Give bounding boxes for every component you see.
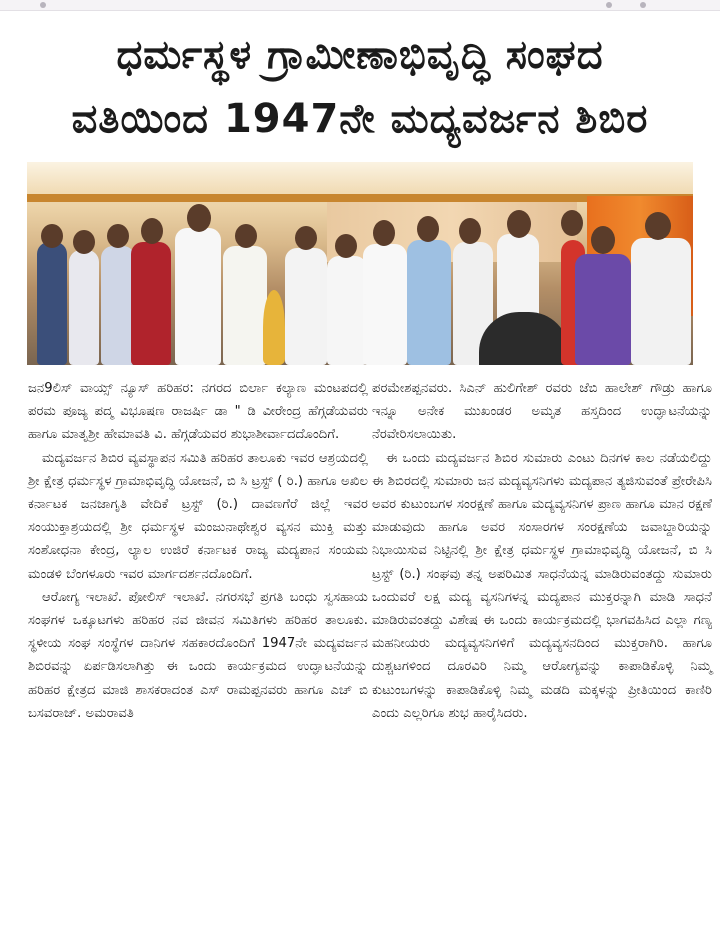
top-toolbar: [0, 0, 720, 11]
article-paragraph: ಮದ್ಯವರ್ಜನ ಶಿಬಿರ ವ್ಯವಸ್ಥಾಪನ ಸಮಿತಿ ಹರಿಹರ ತಾಲೂಕು ಇವರ ಆಶ್ರಯದಲ್ಲಿ ಶ್ರೀ ಕ್ಷೇತ್ರ ಧರ್ಮಸ್ಥಳ ಗ್ರಾಮಾಭಿವೃದ್ಧಿ ಯೋಜನೆ, ಬಿ ಸಿ ಟ್ರಸ್ಟ್ ( ರಿ.) ಹಾಗೂ ಅಖಿಲ ಕರ್ನಾಟಕ ಜನಜಾಗೃತಿ ವೇದಿಕೆ ಟ್ರಸ್ಟ್ (ರಿ.) ದಾವಣಗೆರೆ ಜಿಲ್ಲೆ ಇವರ ಸಂಯುಕ್ತಾಶ್ರಯದಲ್ಲಿ ಶ್ರೀ ಧರ್ಮಸ್ಥಳ ಮಂಜುನಾಥೇಶ್ವರ ವ್ಯಸನ ಮುಕ್ತಿ ಮತ್ತು ಸಂಶೋಧನಾ ಕೇಂದ್ರ, ಲ್ಯಾಲ ಉಜಿರೆ ಕರ್ನಾಟಕ ರಾಜ್ಯ ಮದ್ಯಪಾನ ಸಂಯಮ ಮಂಡಳಿ ಬೆಂಗಳೂರು ಇವರ ಮಾರ್ಗದರ್ಶನದೊಂದಿಗೆ.: [28, 450, 368, 582]
photo-person: [363, 244, 407, 365]
photo-head: [645, 212, 671, 240]
photo-person: [407, 240, 451, 365]
photo-person: [131, 242, 171, 365]
photo-head: [373, 220, 395, 246]
toolbar-dot-icon: [40, 2, 46, 8]
photo-person: [327, 256, 367, 365]
photo-head: [335, 234, 357, 258]
event-photo: [27, 162, 693, 365]
photo-person: [223, 246, 267, 365]
photo-head: [73, 230, 95, 254]
photo-person: [631, 238, 691, 365]
photo-ceiling: [27, 162, 693, 196]
toolbar-dot-icon: [606, 2, 612, 8]
photo-head: [141, 218, 163, 244]
photo-garland: [263, 290, 285, 365]
photo-head: [417, 216, 439, 242]
headline-line-1: ಧರ್ಮಸ್ಥಳ ಗ್ರಾಮೀಣಾಭಿವೃದ್ಧಿ ಸಂಘದ: [116, 32, 604, 78]
photo-person: [175, 228, 221, 365]
photo-head: [561, 210, 583, 236]
photo-head: [591, 226, 615, 254]
article-paragraph: ಜನ9ಲಿಸ್ ವಾಯ್ಸ್ ನ್ಯೂಸ್ ಹರಿಹರ: ನಗರದ ಬಿರ್ಲಾ ಕಲ್ಯಾಣ ಮಂಟಪದಲ್ಲಿ ಪರಮ ಪೂಜ್ಯ ಪದ್ಮ ವಿಭೂಷಣ ರಾಜರ್ಷಿ ಡಾ " ಡಿ ವೀರೇಂದ್ರ ಹೆಗ್ಗಡೆಯವರು ಹಾಗೂ ಮಾತೃಶ್ರೀ ಹೇಮಾವತಿ ವಿ. ಹೆಗ್ಗಡೆಯವರ ಶುಭಾಶೀರ್ವಾದದೊಂದಿಗೆ.: [28, 381, 368, 443]
photo-person: [285, 248, 327, 365]
photo-person: [69, 250, 99, 365]
toolbar-dot-icon: [640, 2, 646, 8]
article-paragraph: ಈ ಒಂದು ಮದ್ಯವರ್ಜನ ಶಿಬಿರ ಸುಮಾರು ಎಂಟು ದಿನಗಳ ಕಾಲ ನಡೆಯಲಿದ್ದು ಈ ಶಿಬಿರದಲ್ಲಿ ಸುಮಾರು ಜನ ಮದ್ಯವ್ಯಸನಿಗಳು ಮದ್ಯಪಾನ ತ್ಯಜಿಸುವಂತೆ ಪ್ರೇರೇಪಿಸಿ ಅವರ ಕುಟುಂಬಗಳ ಸಂರಕ್ಷಣೆ ಹಾಗೂ ಮದ್ಯವ್ಯಸನಿಗಳ ಪ್ರಾಣ ಹಾಗೂ ಮಾನ ರಕ್ಷಣೆ ಮಾಡುವುದು ಹಾಗೂ ಅವರ ಸಂಸಾರಗಳ ಸಂರಕ್ಷಣೆಯ ಜವಾಬ್ದಾರಿಯನ್ನು ನಿಭಾಯಿಸುವ ನಿಟ್ಟಿನಲ್ಲಿ ಶ್ರೀ ಕ್ಷೇತ್ರ ಧರ್ಮಸ್ಥಳ ಗ್ರಾಮಾಭಿವೃದ್ಧಿ ಯೋಜನೆ, ಬಿ ಸಿ ಟ್ರಸ್ಟ್ (ರಿ.) ಸಂಘವು ತನ್ನ ಅಪರಿಮಿತ ಸಾಧನೆಯನ್ನ ಮಾಡಿರುವಂತದ್ದು ಸುಮಾರು ಒಂದುವರೆ ಲಕ್ಷ ಮದ್ಯ ವ್ಯಸನಿಗಳನ್ನ ಮದ್ಯಪಾನ ಮುಕ್ತರನ್ನಾಗಿ ಮಾಡಿ ಸಾಧನೆ ಮಾಡಿರುವಂತದ್ದು ವಿಶೇಷ ಈ ಒಂದು ಕಾರ್ಯಕ್ರಮದಲ್ಲಿ ಭಾಗವಹಿಸಿದ ಎಲ್ಲಾ ಗಣ್ಯ ಮಹನೀಯರು ಮದ್ಯವ್ಯಸನಿಗಳಿಗೆ ಮದ್ಯವ್ಯಸನದಿಂದ ಮುಕ್ತರಾಗಿರಿ. ಹಾಗೂ ದುಶ್ಚಟಗಳಿಂದ ದೂರವಿರಿ ನಿಮ್ಮ ಆರೋಗ್ಯವನ್ನು ಕಾಪಾಡಿಕೊಳ್ಳಿ ನಿಮ್ಮ ಕುಟುಂಬಗಳನ್ನು ಕಾಪಾಡಿಕೊಳ್ಳಿ ನಿಮ್ಮ ಮಡದಿ ಮಕ್ಕಳನ್ನು ಪ್ರೀತಿಯಿಂದ ಕಾಣಿರಿ ಎಂದು ಎಲ್ಲರಿಗೂ ಶುಭ ಹಾರೈಸಿದರು.: [372, 450, 712, 721]
article-paragraph: ಪರಮೇಶಪ್ಪನವರು. ಸಿಎನ್ ಹುಲಿಗೇಶ್ ರವರು ಜೆಬಿ ಹಾಲೇಶ್ ಗೌಡ್ರು ಹಾಗೂ ಇನ್ನೂ ಅನೇಕ ಮುಖಂಡರ ಅಮೃತ ಹಸ್ತದಿಂದ ಉದ್ಘಾಟನೆಯನ್ನು ನೆರವೇರಿಸಲಾಯಿತು.: [372, 381, 712, 443]
photo-head: [187, 204, 211, 232]
photo-person: [101, 246, 135, 365]
headline-line-2: ವತಿಯಿಂದ 1947ನೇ ಮದ್ಯವರ್ಜನ ಶಿಬಿರ: [71, 96, 649, 142]
photo-person: [575, 254, 631, 365]
photo-head: [41, 224, 63, 248]
photo-person: [37, 242, 67, 365]
article-column-right: [372, 377, 712, 725]
article-paragraph: ಆರೋಗ್ಯ ಇಲಾಖೆ. ಪೋಲಿಸ್ ಇಲಾಖೆ. ನಗರಸಭೆ ಪ್ರಗತಿ ಬಂಧು ಸ್ವಸಹಾಯ ಸಂಘಗಳ ಒಕ್ಕೂಟಗಳು ಹರಿಹರ ನವ ಜೀವನ ಸಮಿತಿಗಳು ಹರಿಹರ ತಾಲೂಕು. ಸ್ಥಳೀಯ ಸಂಘ ಸಂಸ್ಥೆಗಳ ದಾನಿಗಳ ಸಹಕಾರದೊಂದಿಗೆ 1947ನೇ ಮದ್ಯವರ್ಜನ ಶಿಬಿರವನ್ನು ಏರ್ಪಡಿಸಲಾಗಿತ್ತು ಈ ಒಂದು ಕಾರ್ಯಕ್ರಮದ ಉದ್ಘಾಟನೆಯನ್ನು ಹರಿಹರ ಕ್ಷೇತ್ರದ ಮಾಜಿ ಶಾಸಕರಾದಂತ ಎಸ್ ರಾಮಪ್ಪನವರು ಹಾಗೂ ಎಚ್ ಬಿ ಬಸವರಾಜ್. ಅಮರಾವತಿ: [28, 589, 368, 721]
photo-head: [235, 224, 257, 248]
article-column-left: [28, 377, 368, 725]
photo-head: [459, 218, 481, 244]
photo-head: [107, 224, 129, 248]
photo-head: [507, 210, 531, 238]
photo-head: [295, 226, 317, 250]
